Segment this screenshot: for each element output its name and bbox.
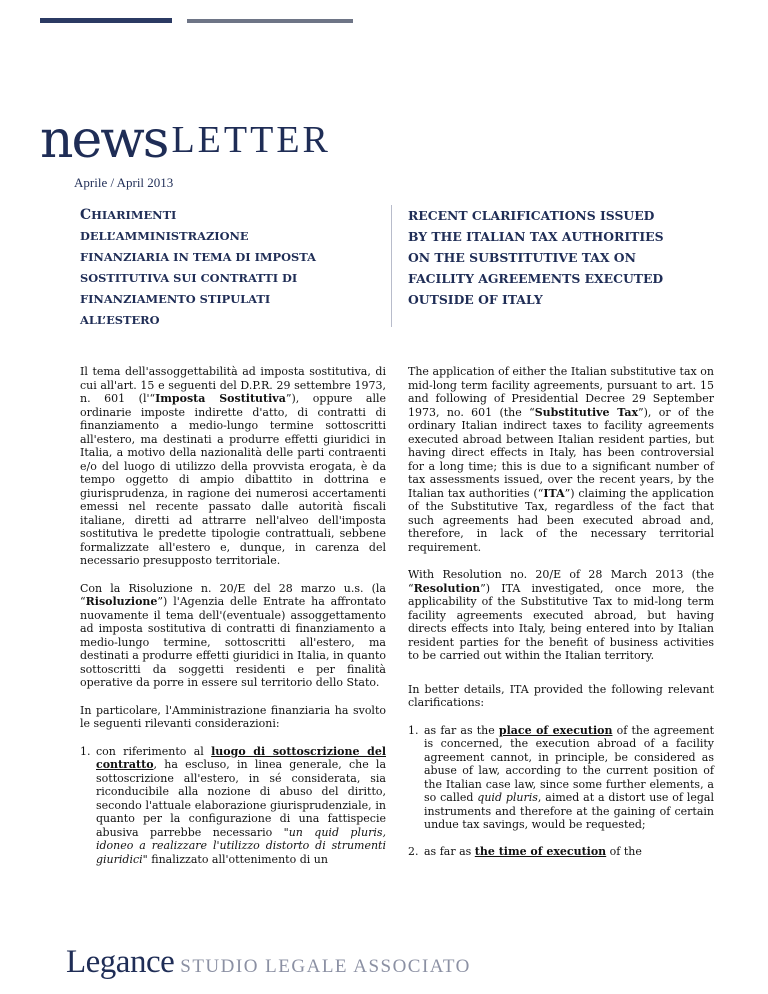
- heading-line: ALL’ESTERO: [80, 313, 160, 327]
- text-run: , aimed at a distort use of legal instruments and therefore at the gaining of certain undue tax savings, would be requested;: [424, 791, 714, 831]
- heading-word: HIARIMENTI: [91, 208, 177, 222]
- paragraph: [80, 582, 386, 690]
- text-run: Il tema dell'assoggettabilità ad imposta sostitutiva, di cui all'art. 15 e seguenti del D.P.R. 29 settembre 1973, n. 601 (l'“: [80, 365, 386, 405]
- text-run: of the: [606, 844, 642, 858]
- issue-date: Aprile / April 2013: [74, 175, 174, 190]
- text-run: With Resolution no. 20/E of 28 March 2013 (the “: [408, 568, 714, 595]
- column-divider: [391, 205, 392, 327]
- newsletter-masthead: [40, 112, 331, 168]
- considerations-list: [80, 745, 386, 867]
- heading-line: RECENT CLARIFICATIONS ISSUED: [408, 208, 655, 223]
- latin-term: quid pluris: [477, 791, 538, 804]
- header-bar-left: [40, 18, 172, 23]
- paragraph: [408, 568, 714, 663]
- firm-logo: [66, 944, 471, 981]
- emphasis-term: luogo di sottoscrizione del contratto: [96, 744, 386, 771]
- text-run: as far as: [424, 844, 475, 858]
- text-run: of the agreement is concerned, the execution abroad of a facility agreement cannot, in principle, be considered as abuse of law, according to the current position of the Italian case law, since some further elements, a so called: [424, 723, 714, 804]
- heading-line: ON THE SUBSTITUTIVE TAX ON: [408, 250, 636, 265]
- logo-tagline: STUDIO LEGALE ASSOCIATO: [180, 956, 471, 977]
- heading-line: DELL’AMMINISTRAZIONE: [80, 229, 249, 243]
- paragraph: [408, 365, 714, 554]
- paragraph: In particolare, l'Amministrazione finanziaria ha svolto le seguenti rilevanti considerazioni:: [80, 703, 386, 730]
- text-run: ”) claiming the application of the Substitutive Tax, regardless of the fact that such agreements had been executed abroad and, therefore, in lack of the necessary territorial requirement.: [408, 486, 715, 554]
- header-bar-right: [187, 19, 353, 23]
- logo-wordmark: Legance: [66, 944, 175, 980]
- list-item: [422, 724, 714, 832]
- list-item: [422, 845, 714, 859]
- list-item: [94, 745, 386, 867]
- text-run: con riferimento al: [96, 744, 212, 758]
- paragraph: In better details, ITA provided the following relevant clarifications:: [408, 682, 714, 709]
- text-run: ”) ITA investigated, once more, the applicability of the Substitutive Tax to mid-long term facility agreements executed abroad, but having directs effects into Italy, being entered into by Italian resident parties for the benefit of business activities to be carried out within the Italian territory.: [408, 581, 714, 662]
- english-body: [408, 365, 714, 871]
- emphasis-term: place of execution: [498, 723, 613, 737]
- heading-line: SOSTITUTIVA SUI CONTRATTI DI: [80, 271, 298, 285]
- heading-line: OUTSIDE OF ITALY: [408, 292, 543, 307]
- defined-term: Risoluzione: [85, 595, 158, 608]
- heading-line: BY THE ITALIAN TAX AUTHORITIES: [408, 229, 664, 244]
- text-run: The application of either the Italian substitutive tax on mid-long term facility agreements, pursuant to art. 15 and following of Presidential Decree 29 September 1973, no. 601 (the “: [408, 365, 714, 419]
- text-run: Con la Risoluzione n. 20/E del 28 marzo u.s. (la “: [80, 581, 386, 608]
- defined-term: ITA: [543, 486, 565, 500]
- heading-line: FINANZIAMENTO STIPULATI: [80, 292, 271, 306]
- heading-line: FACILITY AGREEMENTS EXECUTED: [408, 271, 664, 286]
- english-heading: [408, 205, 714, 325]
- masthead-letter: LETTER: [171, 119, 331, 161]
- quoted-text: un quid pluris, idoneo a realizzare l'utilizzo distorto di strumenti giuridici: [96, 825, 386, 866]
- text-run: " finalizzato all'ottenimento di un: [142, 852, 328, 866]
- defined-term: Imposta Sostitutiva: [155, 392, 286, 405]
- paragraph: [80, 365, 386, 568]
- text-run: ”), or of the ordinary Italian indirect taxes to facility agreements executed abroad between Italian resident parties, but having direct effects in Italy, has been controversial for a long time; this is due to a significant number of tax assessments issued, over the recent years, by the Italian tax authorities (“: [408, 405, 714, 500]
- heading-line: FINANZIARIA IN TEMA DI IMPOSTA: [80, 250, 316, 264]
- text-run: ”), oppure alle ordinarie imposte indirette d'atto, di contratti di finanziamento a medio-lungo termine sottoscritti all'estero, ma destinati a produrre effetti giuridici in Italia, a motivo della nazionalità delle parti contraenti e/o del luogo di utilizzo della provvista erogata, è da tempo oggetto di ampio dibattito in dottrina e giurisprudenza, in ragione dei numerosi accertamenti emessi nel recente passato dalle autorità fiscali italiane, diretti ad attrarre nell'alveo dell'imposta sostitutiva le predette tipologie contrattuali, sebbene formalizzate all'estero e, dunque, in carenza del necessario presupposto territoriale.: [80, 392, 386, 567]
- clarifications-list: [408, 724, 714, 859]
- italian-body: [80, 365, 386, 879]
- text-run: , ha escluso, in linea generale, che la sottoscrizione all'estero, in sé considerata, sia riconducibile alla nozione di abuso del diritto, secondo l'attuale elaborazione giurisprudenziale, in quanto per la configurazione di una fattispecie abusiva parrebbe necessario ": [96, 758, 386, 839]
- text-run: ”) l'Agenzia delle Entrate ha affrontato nuovamente il tema dell'(eventuale) assoggettamento ad imposta sostitutiva di contratti di finanziamento a medio-lungo termine, sottoscritti all'estero, ma destinati a produrre effetti giuridici in Italia, in quanto sottoscritti da soggetti residenti e per finalità operative da porre in essere sul territorio dello Stato.: [80, 595, 386, 689]
- masthead-news: news: [40, 110, 168, 170]
- defined-term: Substitutive Tax: [534, 405, 639, 419]
- defined-term: Resolution: [413, 581, 481, 595]
- text-run: as far as the: [424, 723, 499, 737]
- emphasis-term: the time of execution: [474, 844, 607, 858]
- heading-initial: C: [80, 207, 92, 223]
- italian-heading: [80, 205, 386, 325]
